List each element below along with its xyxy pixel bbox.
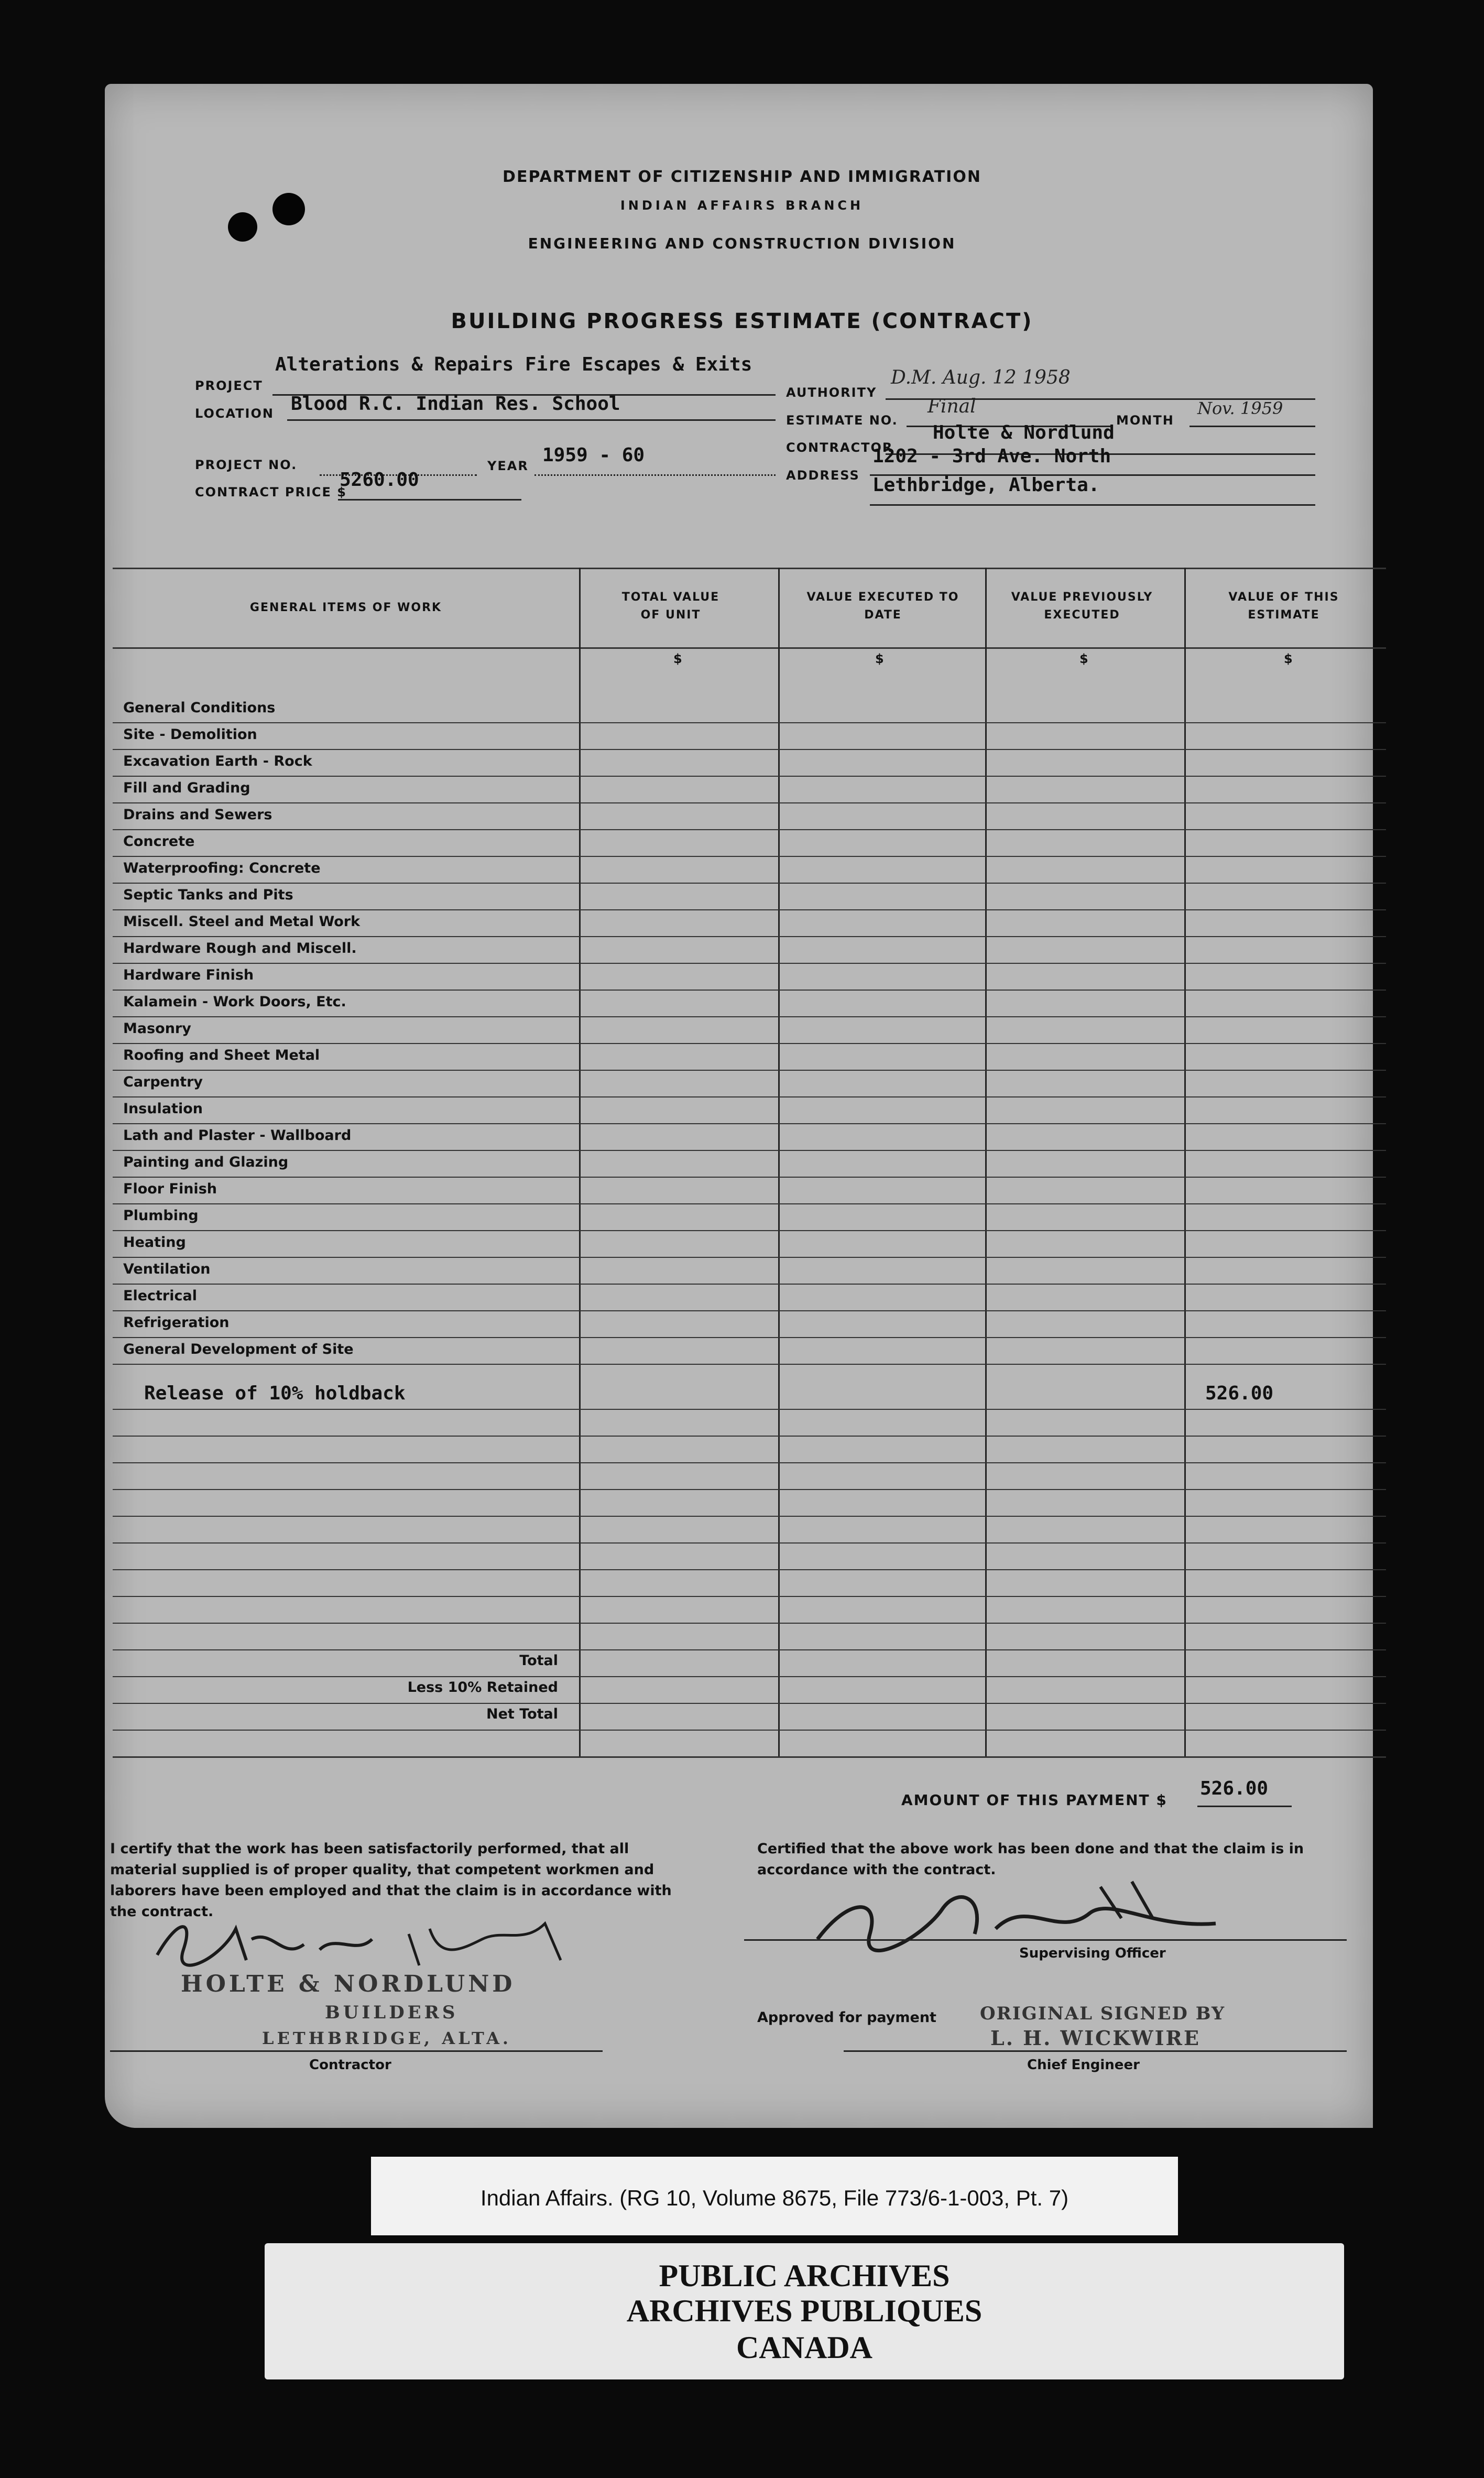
- signer-name: L. H. WICKWIRE: [990, 2026, 1201, 2050]
- row-line: [113, 1569, 1386, 1570]
- original-signed-by: ORIGINAL SIGNED BY: [980, 2003, 1226, 2024]
- address-line1: 1202 - 3rd Ave. North: [872, 445, 1111, 467]
- approved-label: Approved for payment: [757, 2009, 936, 2026]
- year-value: 1959 - 60: [542, 444, 645, 466]
- row-line: [113, 1337, 1386, 1338]
- table-top-border: [113, 568, 1386, 569]
- table-row-label: Excavation Earth - Rock: [123, 753, 312, 769]
- col-header-value-estimate: VALUE OF THIS ESTIMATE: [1228, 591, 1339, 622]
- col-header-value-previous: VALUE PREVIOUSLY EXECUTED: [1011, 591, 1153, 622]
- table-row-label: Concrete: [123, 833, 195, 850]
- payment-label: AMOUNT OF THIS PAYMENT $: [901, 1791, 1167, 1809]
- row-line: [113, 909, 1386, 910]
- row-line: [113, 963, 1386, 964]
- year-underline: [534, 474, 776, 476]
- col-header-total-value: TOTAL VALUE OF UNIT: [621, 591, 720, 622]
- table-row-label: Kalamein - Work Doors, Etc.: [123, 994, 346, 1010]
- row-line: [113, 1043, 1386, 1044]
- chief-signature-line: [844, 2050, 1347, 2052]
- row-line: [113, 1436, 1386, 1437]
- contractor-value: Holte & Nordlund: [933, 422, 1115, 443]
- table-row-label: Miscell. Steel and Metal Work: [123, 914, 361, 930]
- table-row-label: Waterproofing: Concrete: [123, 860, 321, 876]
- table-row-label: Painting and Glazing: [123, 1154, 289, 1170]
- chief-engineer-label: Chief Engineer: [1027, 2057, 1140, 2073]
- net-total-label: Net Total: [486, 1706, 558, 1722]
- currency-symbol: $: [875, 651, 884, 666]
- public-archives-label: [265, 2243, 1344, 2379]
- row-line: [113, 776, 1386, 777]
- row-line: [113, 1257, 1386, 1258]
- contract-price-underline: [338, 499, 521, 501]
- contractor-stamp-city: LETHBRIDGE, ALTA.: [262, 2028, 512, 2048]
- contractor-stamp-name: HOLTE & NORDLUND: [181, 1971, 516, 1997]
- table-row-label: Refrigeration: [123, 1314, 230, 1331]
- row-line: [113, 1676, 1386, 1677]
- release-holdback-value: 526.00: [1205, 1383, 1274, 1404]
- archive-country: CANADA: [736, 2330, 872, 2365]
- contractor-label: Contractor: [309, 2057, 391, 2073]
- address-line2: Lethbridge, Alberta.: [872, 474, 1100, 496]
- row-line: [113, 1096, 1386, 1097]
- table-header-border: [113, 647, 1386, 649]
- row-line: [113, 1123, 1386, 1124]
- row-line: [113, 1516, 1386, 1517]
- location-value: Blood R.C. Indian Res. School: [291, 393, 620, 415]
- work-items-table: [113, 568, 1386, 1757]
- table-row-label: Hardware Finish: [123, 967, 254, 983]
- row-line: [113, 1310, 1386, 1311]
- division-heading: ENGINEERING AND CONSTRUCTION DIVISION: [528, 235, 956, 252]
- table-row-label: Drains and Sewers: [123, 807, 272, 823]
- row-line: [113, 1150, 1386, 1151]
- archive-reference-label: [371, 2157, 1178, 2235]
- table-row-label: General Conditions: [123, 700, 276, 716]
- supervisor-label: Supervising Officer: [1019, 1946, 1166, 1961]
- contractor-label: CONTRACTOR: [786, 440, 893, 455]
- row-line: [113, 829, 1386, 830]
- row-line: [113, 1203, 1386, 1204]
- column-divider: [778, 568, 780, 1757]
- release-holdback-label: Release of 10% holdback: [144, 1383, 406, 1404]
- row-line: [113, 883, 1386, 884]
- row-line: [113, 1730, 1386, 1731]
- payment-value: 526.00: [1200, 1778, 1269, 1799]
- row-line: [113, 722, 1386, 723]
- contractor-signature-line: [110, 2050, 603, 2052]
- row-line: [113, 1596, 1386, 1597]
- row-line: [113, 802, 1386, 803]
- total-label: Total: [519, 1653, 558, 1669]
- contractor-signature: [147, 1897, 618, 1981]
- estimate-no-label: ESTIMATE NO.: [786, 413, 898, 428]
- table-row-label: Carpentry: [123, 1074, 203, 1090]
- table-row-label: Plumbing: [123, 1208, 199, 1224]
- authority-label: AUTHORITY: [786, 385, 877, 400]
- row-line: [113, 1462, 1386, 1463]
- month-value: Nov. 1959: [1197, 398, 1283, 418]
- table-row-label: Fill and Grading: [123, 780, 250, 796]
- col-header-items: GENERAL ITEMS OF WORK: [249, 601, 442, 614]
- row-line: [113, 1284, 1386, 1285]
- archive-french: ARCHIVES PUBLIQUES: [626, 2294, 983, 2328]
- payment-underline: [1197, 1806, 1292, 1807]
- row-line: [113, 1649, 1386, 1650]
- currency-symbol: $: [1079, 651, 1088, 666]
- archive-english: PUBLIC ARCHIVES: [659, 2258, 950, 2293]
- row-line: [113, 1409, 1386, 1410]
- contractor-certification: I certify that the work has been satisfactorily performed, that all material supplied is of proper quality, that competent workmen and laborers have been employed and that the claim is in accordance with the contract.: [110, 1841, 672, 1920]
- col-header-value-executed: VALUE EXECUTED TO DATE: [806, 591, 959, 622]
- row-line: [113, 990, 1386, 991]
- month-underline: [1190, 426, 1315, 427]
- form-title: BUILDING PROGRESS ESTIMATE (CONTRACT): [451, 309, 1033, 333]
- year-label: YEAR: [487, 459, 529, 473]
- estimate-no-value: Final: [928, 396, 976, 417]
- row-line: [113, 1230, 1386, 1231]
- row-line: [113, 1364, 1386, 1365]
- address-underline-2: [870, 504, 1315, 506]
- table-row-label: Electrical: [123, 1288, 197, 1304]
- table-row-label: Ventilation: [123, 1261, 211, 1277]
- row-line: [113, 856, 1386, 857]
- month-label: MONTH: [1116, 413, 1174, 428]
- row-line: [113, 1623, 1386, 1624]
- retained-label: Less 10% Retained: [407, 1679, 558, 1696]
- department-heading: DEPARTMENT OF CITIZENSHIP AND IMMIGRATION: [503, 168, 981, 186]
- location-underline: [287, 419, 776, 421]
- table-row-label: Septic Tanks and Pits: [123, 887, 293, 903]
- authority-value: D.M. Aug. 12 1958: [891, 367, 1071, 388]
- contract-price-value: 5260.00: [340, 469, 419, 491]
- row-line: [113, 1070, 1386, 1071]
- project-label: PROJECT: [195, 378, 263, 393]
- table-row-label: Masonry: [123, 1020, 191, 1037]
- row-line: [113, 1703, 1386, 1704]
- row-line: [113, 1489, 1386, 1490]
- project-value: Alterations & Repairs Fire Escapes & Exits: [275, 354, 752, 375]
- location-label: LOCATION: [195, 406, 274, 421]
- archive-reference-text: Indian Affairs. (RG 10, Volume 8675, File 773/6-1-003, Pt. 7): [480, 2186, 1069, 2210]
- row-line: [113, 749, 1386, 750]
- table-row-label: Insulation: [123, 1101, 203, 1117]
- address-label: ADDRESS: [786, 468, 860, 483]
- branch-heading: INDIAN AFFAIRS BRANCH: [620, 198, 864, 213]
- row-line: [113, 936, 1386, 937]
- currency-symbol: $: [673, 651, 682, 666]
- row-line: [113, 1542, 1386, 1544]
- table-row-label: Lath and Plaster - Wallboard: [123, 1127, 352, 1144]
- table-row-label: Heating: [123, 1234, 186, 1251]
- table-row-label: Floor Finish: [123, 1181, 217, 1197]
- row-line: [113, 1177, 1386, 1178]
- supervisor-certification: Certified that the above work has been done and that the claim is in accordance with the contract.: [757, 1841, 1304, 1878]
- row-line: [113, 1756, 1386, 1758]
- contractor-stamp-builders: BUILDERS: [325, 2002, 459, 2023]
- row-line: [113, 1016, 1386, 1017]
- table-row-label: General Development of Site: [123, 1341, 354, 1357]
- project-no-label: PROJECT NO.: [195, 458, 298, 472]
- contract-price-label: CONTRACT PRICE $: [195, 485, 347, 499]
- column-divider: [579, 568, 581, 1757]
- column-divider: [985, 568, 987, 1757]
- table-row-label: Site - Demolition: [123, 726, 257, 743]
- table-row-label: Hardware Rough and Miscell.: [123, 940, 357, 957]
- column-divider: [1184, 568, 1186, 1757]
- supervisor-signature-line: [744, 1939, 1347, 1941]
- table-row-label: Roofing and Sheet Metal: [123, 1047, 320, 1063]
- currency-symbol: $: [1284, 651, 1293, 666]
